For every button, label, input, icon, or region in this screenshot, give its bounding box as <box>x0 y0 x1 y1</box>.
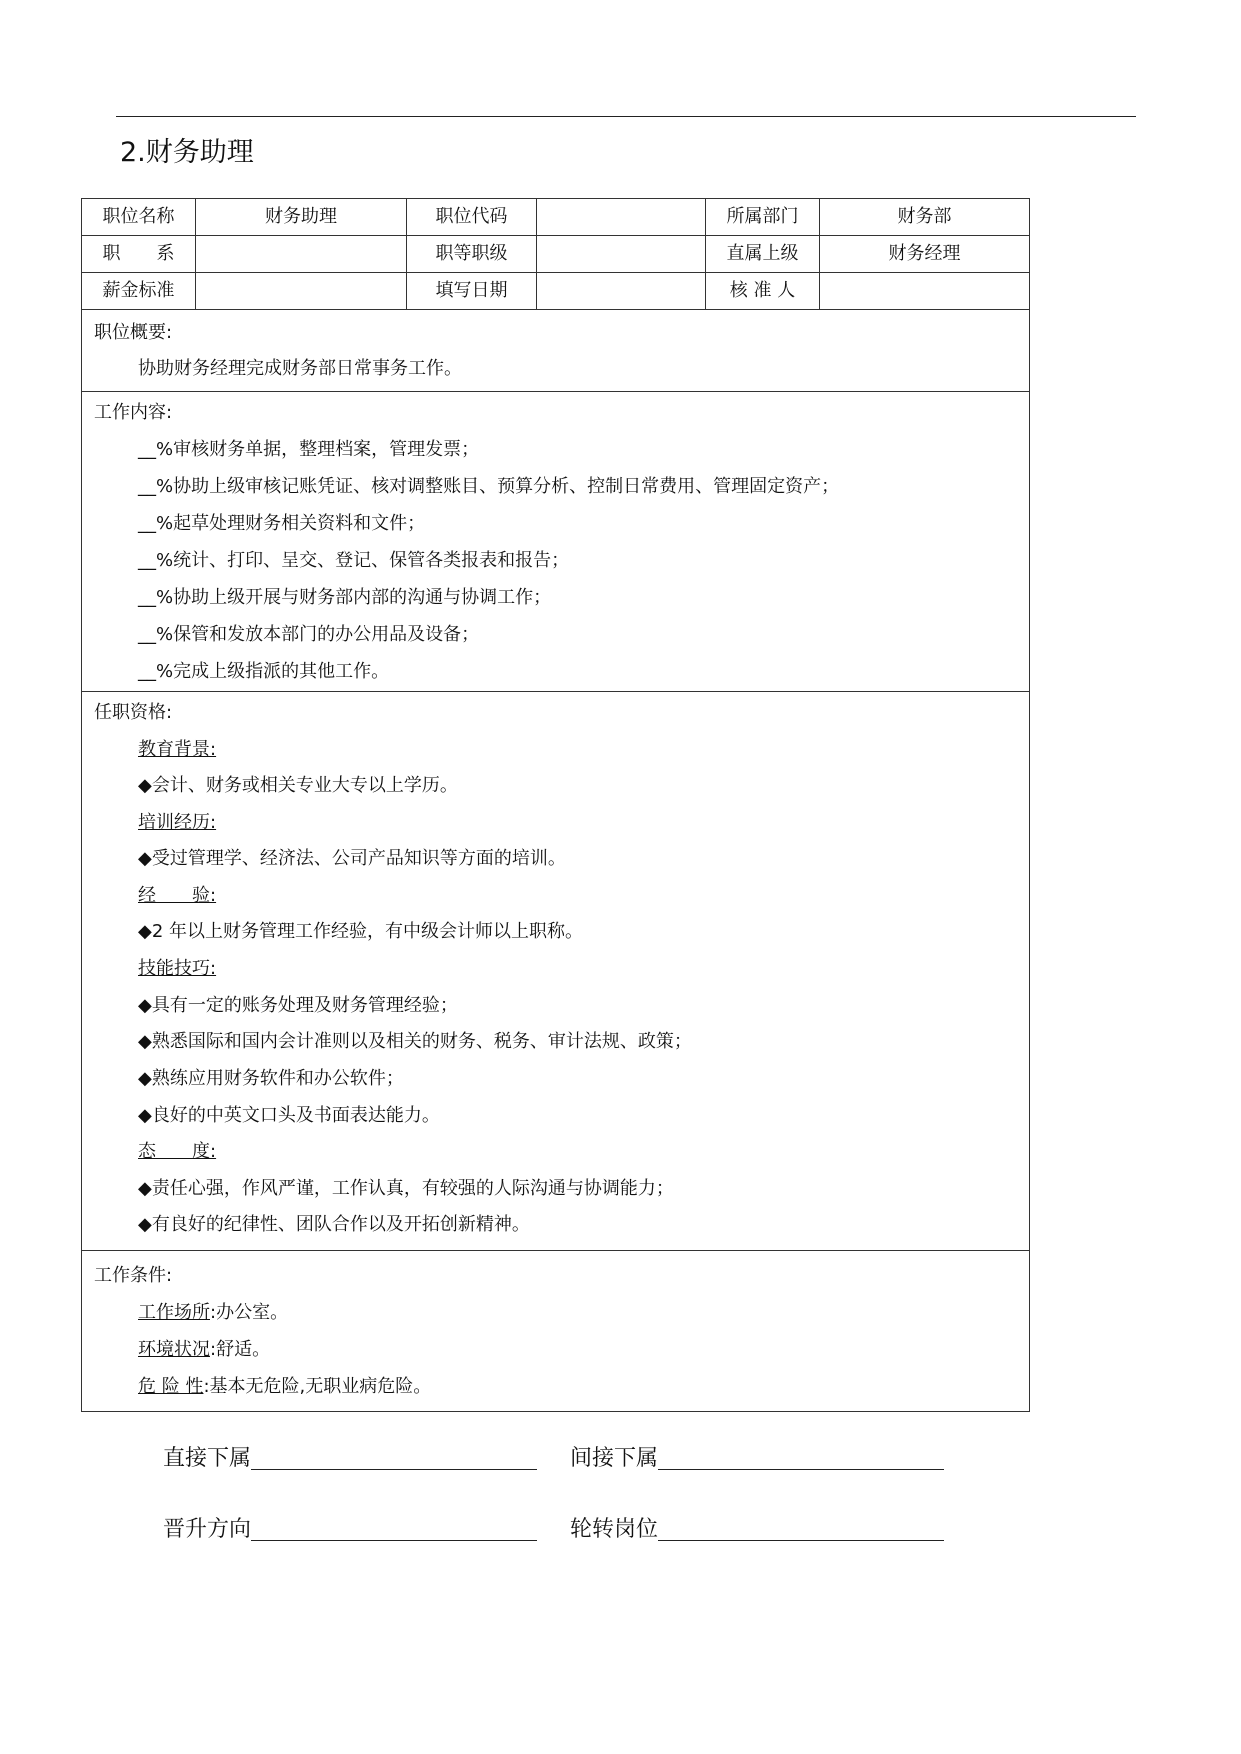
condition-label: 工作场所 <box>138 1302 210 1323</box>
attitude-label: 态 度: <box>138 1141 217 1162</box>
value-cell <box>537 199 706 236</box>
header-rule <box>116 116 1136 117</box>
condition-hazard <box>138 1375 431 1399</box>
fill-in-line[interactable] <box>251 1469 537 1470</box>
rotation-position-field <box>570 1515 944 1545</box>
label-cell: 所属部门 <box>706 199 820 236</box>
value-cell <box>196 236 407 273</box>
experience-label: 经 验: <box>138 885 217 906</box>
work-content-section <box>81 391 1030 692</box>
direct-subordinate-field <box>163 1444 537 1474</box>
condition-workplace <box>138 1301 288 1325</box>
condition-value: :基本无危险,无职业病危险。 <box>203 1376 432 1397</box>
label-cell: 填写日期 <box>407 273 537 310</box>
fill-in-line[interactable] <box>658 1469 944 1470</box>
condition-label: 危 险 性 <box>138 1376 204 1397</box>
field-label: 轮转岗位 <box>570 1517 659 1542</box>
field-label: 直接下属 <box>163 1446 252 1471</box>
table-row <box>82 236 1030 273</box>
list-item: ◆2 年以上财务管理工作经验，有中级会计师以上职称。 <box>138 921 584 942</box>
qualifications-section <box>81 691 1030 1251</box>
list-item: __%完成上级指派的其他工作。 <box>138 661 390 682</box>
list-item: __%起草处理财务相关资料和文件； <box>138 513 426 534</box>
value-cell <box>196 273 407 310</box>
skills-label: 技能技巧: <box>138 958 217 979</box>
condition-environment <box>138 1338 270 1362</box>
fill-in-line[interactable] <box>658 1540 944 1541</box>
list-item: ◆受过管理学、经济法、公司产品知识等方面的培训。 <box>138 848 566 869</box>
indirect-subordinate-field <box>570 1444 944 1474</box>
training-label: 培训经历: <box>138 812 217 833</box>
label-cell: 直属上级 <box>706 236 820 273</box>
list-item: ◆熟练应用财务软件和办公软件； <box>138 1068 404 1089</box>
table-row <box>82 199 1030 236</box>
promotion-direction-field <box>163 1515 537 1545</box>
fill-in-line[interactable] <box>251 1540 537 1541</box>
overview-section <box>81 309 1030 392</box>
work-conditions-section <box>81 1250 1030 1412</box>
list-item: __%审核财务单据，整理档案，管理发票； <box>138 439 480 460</box>
value-cell: 财务经理 <box>820 236 1030 273</box>
position-info-table <box>81 198 1030 310</box>
label-cell: 职 系 <box>82 236 196 273</box>
label-cell: 核 准 人 <box>706 273 820 310</box>
list-item: ◆良好的中英文口头及书面表达能力。 <box>138 1105 440 1126</box>
condition-label: 环境状况 <box>138 1339 210 1360</box>
table-row <box>82 273 1030 310</box>
list-item: __%保管和发放本部门的办公用品及设备； <box>138 624 480 645</box>
list-item: ◆熟悉国际和国内会计准则以及相关的财务、税务、审计法规、政策； <box>138 1031 692 1052</box>
list-item: ◆具有一定的账务处理及财务管理经验； <box>138 995 458 1016</box>
list-item: ◆责任心强，作风严谨，工作认真，有较强的人际沟通与协调能力； <box>138 1178 674 1199</box>
document-title: 2.财务助理 <box>120 137 254 168</box>
value-cell <box>537 273 706 310</box>
condition-value: :舒适。 <box>210 1339 271 1360</box>
list-item: ◆有良好的纪律性、团队合作以及开拓创新精神。 <box>138 1214 530 1235</box>
section-heading: 任职资格: <box>94 702 173 723</box>
overview-text: 协助财务经理完成财务部日常事务工作。 <box>138 358 462 379</box>
list-item: ◆会计、财务或相关专业大专以上学历。 <box>138 775 458 796</box>
section-heading: 工作内容: <box>94 402 173 423</box>
education-label: 教育背景: <box>138 739 217 760</box>
label-cell: 薪金标准 <box>82 273 196 310</box>
field-label: 晋升方向 <box>163 1517 252 1542</box>
label-cell: 职位名称 <box>82 199 196 236</box>
list-item: __%协助上级开展与财务部内部的沟通与协调工作； <box>138 587 552 608</box>
field-label: 间接下属 <box>570 1446 659 1471</box>
label-cell: 职位代码 <box>407 199 537 236</box>
value-cell <box>820 273 1030 310</box>
section-heading: 工作条件: <box>94 1265 173 1286</box>
section-heading: 职位概要: <box>94 322 173 343</box>
value-cell: 财务部 <box>820 199 1030 236</box>
label-cell: 职等职级 <box>407 236 537 273</box>
value-cell: 财务助理 <box>196 199 407 236</box>
list-item: __%协助上级审核记账凭证、核对调整账目、预算分析、控制日常费用、管理固定资产； <box>138 476 840 497</box>
value-cell <box>537 236 706 273</box>
condition-value: :办公室。 <box>210 1302 289 1323</box>
list-item: __%统计、打印、呈交、登记、保管各类报表和报告； <box>138 550 570 571</box>
